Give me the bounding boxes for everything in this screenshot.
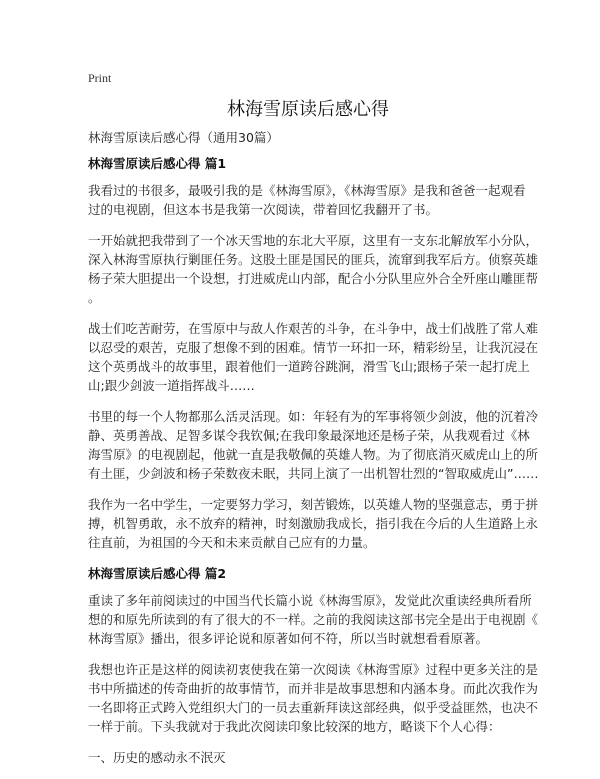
text-line: 想的和原先所读到的有了很大的不一样。之前的我阅读这部书完全是出于电视剧《	[88, 612, 539, 627]
text-line: 以忍受的艰苦，克服了想像不到的困难。情节一环扣一环，精彩纷呈，让我沉浸在	[88, 340, 539, 355]
text-line: 一样于前。下头我就对于我此次阅读印象比较深的地方，略谈下个人心得：	[88, 719, 501, 734]
paragraph	[88, 231, 539, 307]
text-line: 一、历史的感动永不泯灭	[88, 750, 226, 765]
print-link[interactable]: Print	[88, 71, 112, 85]
page-title: 林海雪原读后感心得	[227, 99, 389, 120]
section-heading: 林海雪原读后感心得 篇1	[88, 156, 227, 171]
article-body	[88, 154, 539, 767]
document-page	[88, 68, 539, 779]
text-line: 杨子荣大胆提出一个设想，打进威虎山内部，配合小分队里应外合全歼座山雕匪帮	[88, 271, 539, 286]
text-line: 有土匪，少剑波和杨子荣数夜未眠，共同上演了一出机智壮烈的“智取威虎山”……	[88, 466, 539, 481]
text-line: 。	[88, 290, 101, 305]
paragraph	[88, 181, 528, 219]
paragraph	[88, 495, 539, 552]
section-heading: 林海雪原读后感心得 篇2	[88, 566, 227, 581]
text-line: 我想也许正是这样的阅读初衷使我在第一次阅读《林海雪原》过程中更多关注的是	[88, 662, 539, 677]
paragraph	[88, 319, 539, 395]
text-line: 一名即将正式跨入党组织大门的一员去重新拜读这部经典，似乎受益匪然，也决不	[88, 700, 539, 715]
subtitle: 林海雪原读后感心得（通用30篇）	[88, 130, 279, 145]
text-line: 这个英勇战斗的故事里，跟着他们一道跨谷跳涧，滑雪飞山;跟杨子荣一起打虎上	[88, 359, 530, 374]
text-line: 山;跟少剑波一道指挥战斗……	[88, 378, 255, 393]
paragraph	[88, 748, 528, 767]
text-line: 一开始就把我带到了一个冰天雪地的东北大平原，这里有一支东北解放军小分队，	[88, 233, 539, 248]
text-line: 我作为一名中学生，一定要努力学习，刻苦锻炼，以英雄人物的坚强意志，勇于拼	[88, 497, 539, 512]
text-line: 我看过的书很多，最吸引我的是《林海雪原》，《林海雪原》是我和爸爸一起观看	[88, 183, 526, 198]
text-line: 静、英勇善战、足智多谋令我钦佩;在我印象最深地还是杨子荣，从我观看过《林	[88, 428, 530, 443]
text-line: 战士们吃苦耐劳，在雪原中与敌人作艰苦的斗争，在斗争中，战士们战胜了常人难	[88, 321, 539, 336]
text-line: 深入林海雪原执行剿匪任务。这股土匪是国民的匪兵，流窜到我军后方。侦察英雄	[88, 252, 539, 267]
paragraph	[88, 660, 539, 736]
paragraph	[88, 407, 539, 483]
text-line: 海雪原》的电视剧起，他就一直是我敬佩的英雄人物。为了彻底消灭威虎山上的所	[88, 447, 539, 462]
text-line: 书里的每一个人物都那么活灵活现。如：年轻有为的军事将领少剑波，他的沉着冷	[88, 409, 539, 424]
text-line: 书中所描述的传奇曲折的故事情节，而并非是故事思想和内涵本身。而此次我作为	[88, 681, 539, 696]
text-line: 搏，机智勇敢，永不放弃的精神，时刻激励我成长，指引我在今后的人生道路上永	[88, 516, 539, 531]
text-line: 过的电视剧，但这本书是我第一次阅读，带着回忆我翻开了书。	[88, 202, 439, 217]
text-line: 林海雪原》播出，很多评论说和原著如何不符，所以当时就想看看原著。	[88, 631, 489, 646]
text-line: 重读了多年前阅读过的中国当代长篇小说《林海雪原》，发觉此次重读经典所看所	[88, 593, 532, 608]
text-line: 往直前，为祖国的今天和未来贡献自己应有的力量。	[88, 535, 376, 550]
paragraph	[88, 591, 539, 648]
